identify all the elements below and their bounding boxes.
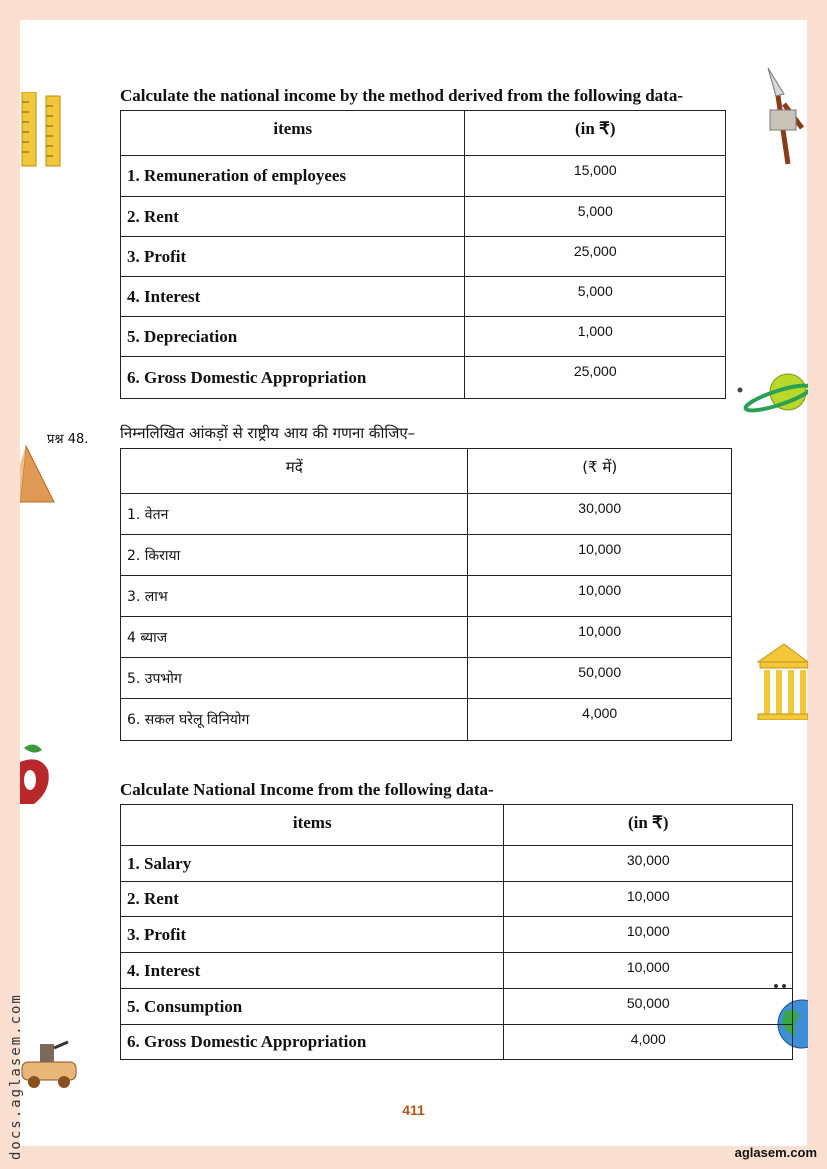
section2-table bbox=[120, 448, 732, 741]
section1-table bbox=[120, 110, 726, 399]
row-label: 3. Profit bbox=[121, 237, 465, 277]
row-value: 5,000 bbox=[465, 197, 726, 237]
page-number: 411 bbox=[402, 1102, 425, 1118]
pyramid-icon bbox=[20, 444, 56, 504]
watermark: docs.aglasem.com bbox=[8, 993, 24, 1160]
table-row bbox=[121, 1025, 793, 1060]
table-row bbox=[121, 658, 732, 699]
table-row bbox=[121, 882, 793, 917]
section2-heading: निम्नलिखित आंकड़ों से राष्ट्रीय आय की गणना कीजिए– bbox=[120, 424, 416, 442]
table-row bbox=[121, 846, 793, 882]
table-row bbox=[121, 617, 732, 658]
row-label: 5. उपभोग bbox=[121, 658, 468, 699]
row-value: 10,000 bbox=[504, 917, 793, 953]
table-row bbox=[121, 576, 732, 617]
table-row bbox=[121, 535, 732, 576]
spear-icon bbox=[762, 66, 808, 168]
row-value: 50,000 bbox=[504, 989, 793, 1025]
table-row bbox=[121, 357, 726, 399]
row-label: 2. किराया bbox=[121, 535, 468, 576]
section3-table bbox=[120, 804, 793, 1060]
row-label: 3. Profit bbox=[121, 917, 504, 953]
row-value: 10,000 bbox=[468, 576, 732, 617]
row-value: 30,000 bbox=[504, 846, 793, 882]
table-row bbox=[121, 917, 793, 953]
table-header-row bbox=[121, 449, 732, 494]
row-value: 10,000 bbox=[504, 882, 793, 917]
row-label: 1. Remuneration of employees bbox=[121, 156, 465, 197]
table-row bbox=[121, 953, 793, 989]
row-label: 2. Rent bbox=[121, 882, 504, 917]
table-header-row bbox=[121, 111, 726, 156]
row-value: 25,000 bbox=[465, 357, 726, 399]
apple-icon bbox=[20, 740, 54, 806]
footer-site-link[interactable]: aglasem.com bbox=[734, 1145, 817, 1160]
table-row bbox=[121, 277, 726, 317]
row-label: 5. Depreciation bbox=[121, 317, 465, 357]
row-value: 10,000 bbox=[468, 617, 732, 658]
row-label: 1. Salary bbox=[121, 846, 504, 882]
table-row bbox=[121, 197, 726, 237]
row-value: 5,000 bbox=[465, 277, 726, 317]
table-row bbox=[121, 494, 732, 535]
temple-icon bbox=[756, 642, 808, 720]
row-label: 6. Gross Domestic Appropriation bbox=[121, 357, 465, 399]
row-value: 30,000 bbox=[468, 494, 732, 535]
table-header-row bbox=[121, 805, 793, 846]
row-value: 15,000 bbox=[465, 156, 726, 197]
row-value: 10,000 bbox=[468, 535, 732, 576]
table-row bbox=[121, 989, 793, 1025]
row-label: 3. लाभ bbox=[121, 576, 468, 617]
row-label: 5. Consumption bbox=[121, 989, 504, 1025]
row-value: 4,000 bbox=[504, 1025, 793, 1060]
cart-icon bbox=[20, 1036, 80, 1090]
row-value: 10,000 bbox=[504, 953, 793, 989]
row-value: 4,000 bbox=[468, 699, 732, 741]
row-label: 6. Gross Domestic Appropriation bbox=[121, 1025, 504, 1060]
row-value: 25,000 bbox=[465, 237, 726, 277]
row-label: 4 ब्याज bbox=[121, 617, 468, 658]
row-label: 6. सकल घरेलू विनियोग bbox=[121, 699, 468, 741]
table-row bbox=[121, 317, 726, 357]
row-label: 4. Interest bbox=[121, 953, 504, 989]
table-row bbox=[121, 237, 726, 277]
col-items-header: items bbox=[121, 805, 504, 846]
col-unit-header: (in ₹) bbox=[504, 805, 793, 846]
section3-heading: Calculate National Income from the following data- bbox=[120, 780, 494, 799]
row-label: 2. Rent bbox=[121, 197, 465, 237]
planet-icon bbox=[736, 370, 808, 414]
col-items-header: मदें bbox=[121, 449, 468, 494]
row-value: 1,000 bbox=[465, 317, 726, 357]
row-label: 4. Interest bbox=[121, 277, 465, 317]
col-unit-header: (in ₹) bbox=[465, 111, 726, 156]
col-unit-header: (₹ में) bbox=[468, 449, 732, 494]
table-row bbox=[121, 699, 732, 741]
row-label: 1. वेतन bbox=[121, 494, 468, 535]
table-row bbox=[121, 156, 726, 197]
section1-heading: Calculate the national income by the method derived from the following data- bbox=[120, 86, 684, 105]
col-items-header: items bbox=[121, 111, 465, 156]
row-value: 50,000 bbox=[468, 658, 732, 699]
question-number: प्रश्न 48. bbox=[47, 432, 89, 447]
ruler-icon bbox=[20, 92, 64, 168]
